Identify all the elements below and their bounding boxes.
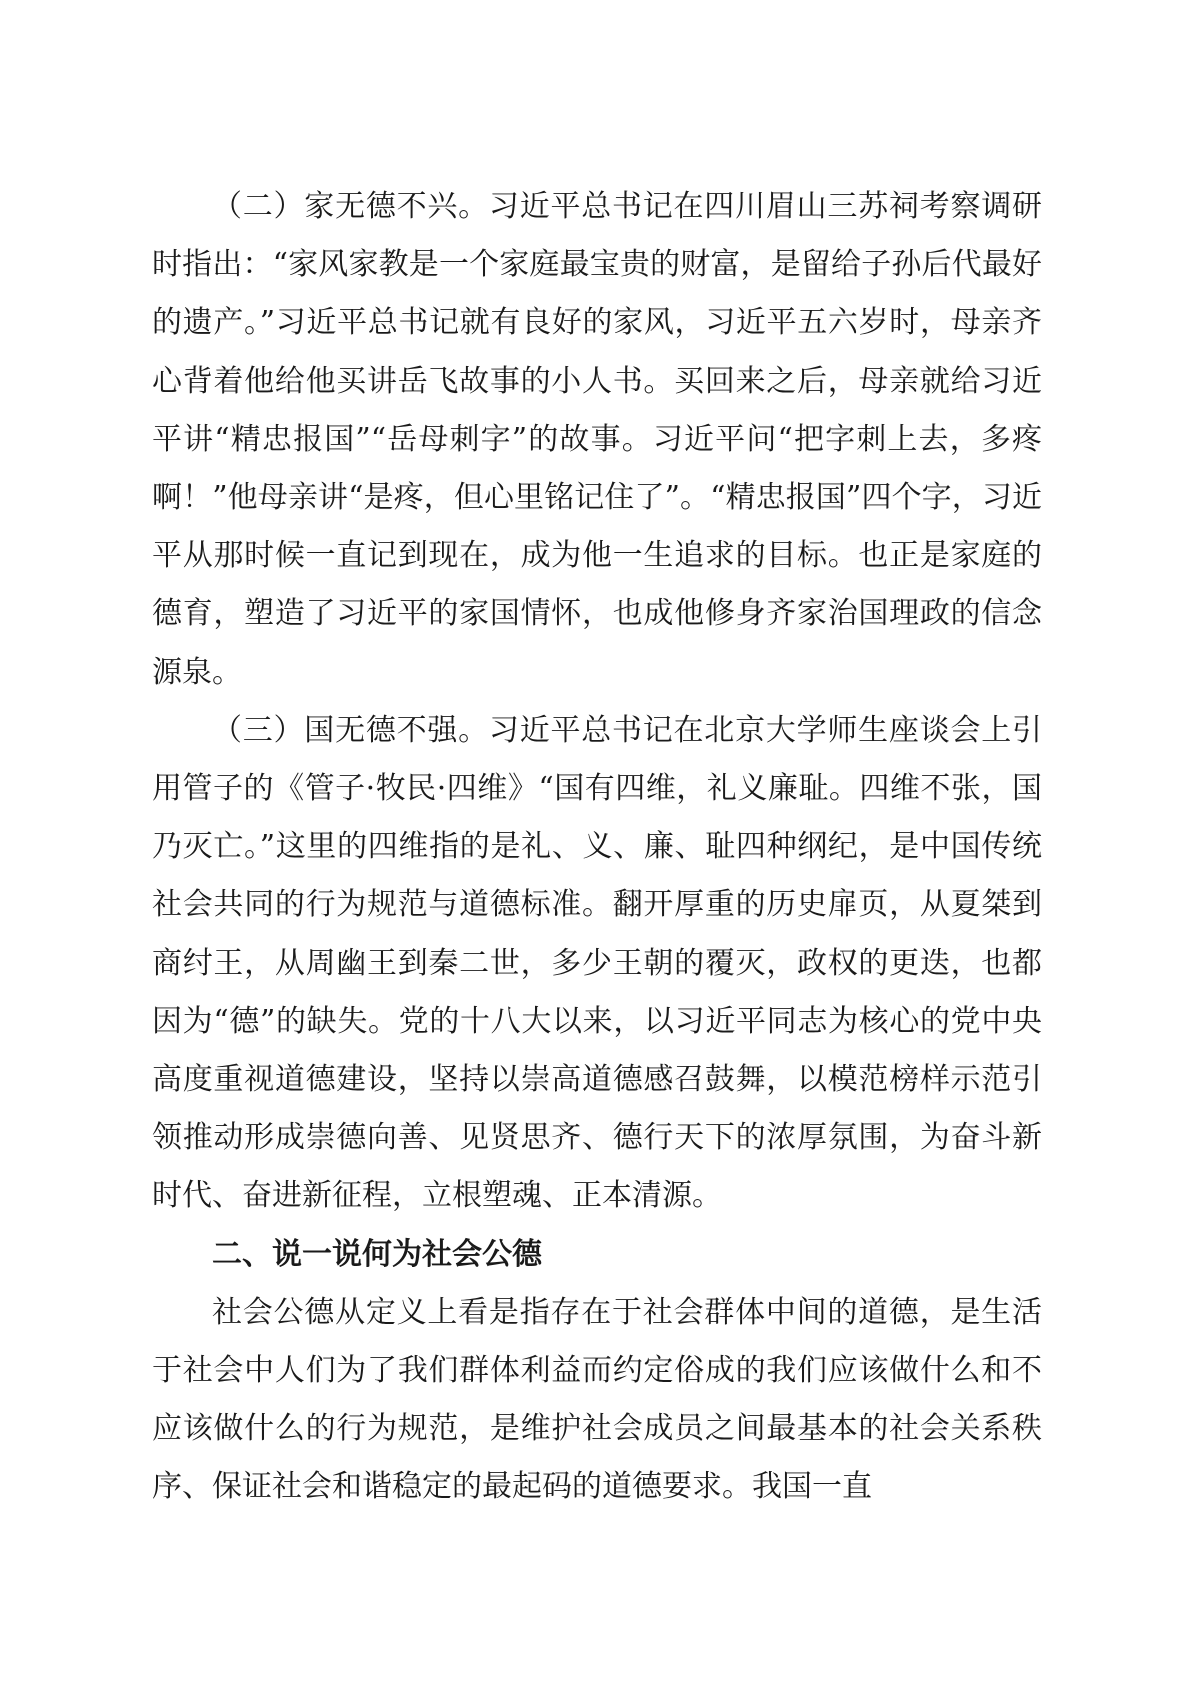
paragraph-family-virtue: （二）家无德不兴。习近平总书记在四川眉山三苏祠考察调研时指出：“家风家教是一个家庭最宝贵的财富，是留给子孙后代最好的遗产。”习近平总书记就有良好的家风，习近平五六岁时，母亲齐心背着他给他买讲岳飞故事的小人书。买回来之后，母亲就给习近平讲“精忠报国”“岳母刺字”的故事。习近平问“把字刺上去，多疼啊！”他母亲讲“是疼，但心里铭记住了”。“精忠报国”四个字，习近平从那时候一直记到现在，成为他一生追求的目标。也正是家庭的德育，塑造了习近平的家国情怀，也成他修身齐家治国理政的信念源泉。	[152, 189, 1042, 690]
paragraph-social-morality: 社会公德从定义上看是指存在于社会群体中间的道德，是生活于社会中人们为了我们群体利益而约定俗成的我们应该做什么和不应该做什么的行为规范，是维护社会成员之间最基本的社会关系秩序、保证社会和谐稳定的最起码的道德要求。我国一直	[152, 1294, 1042, 1505]
paragraph-nation-virtue: （三）国无德不强。习近平总书记在北京大学师生座谈会上引用管子的《管子·牧民·四维》“国有四维，礼义廉耻。四维不张，国乃灭亡。”这里的四维指的是礼、义、廉、耻四种纲纪，是中国传统社会共同的行为规范与道德标准。翻开厚重的历史扉页，从夏桀到商纣王，从周幽王到秦二世，多少王朝的覆灭，政权的更迭，也都因为“德”的缺失。党的十八大以来，以习近平同志为核心的党中央高度重视道德建设，坚持以崇高道德感召鼓舞，以模范榜样示范引领推动形成崇德向善、见贤思齐、德行天下的浓厚氛围，为奋斗新时代、奋进新征程，立根塑魂、正本清源。	[152, 712, 1042, 1214]
section-heading: 二、说一说何为社会公德	[212, 1236, 542, 1272]
document-body	[152, 178, 1042, 1517]
